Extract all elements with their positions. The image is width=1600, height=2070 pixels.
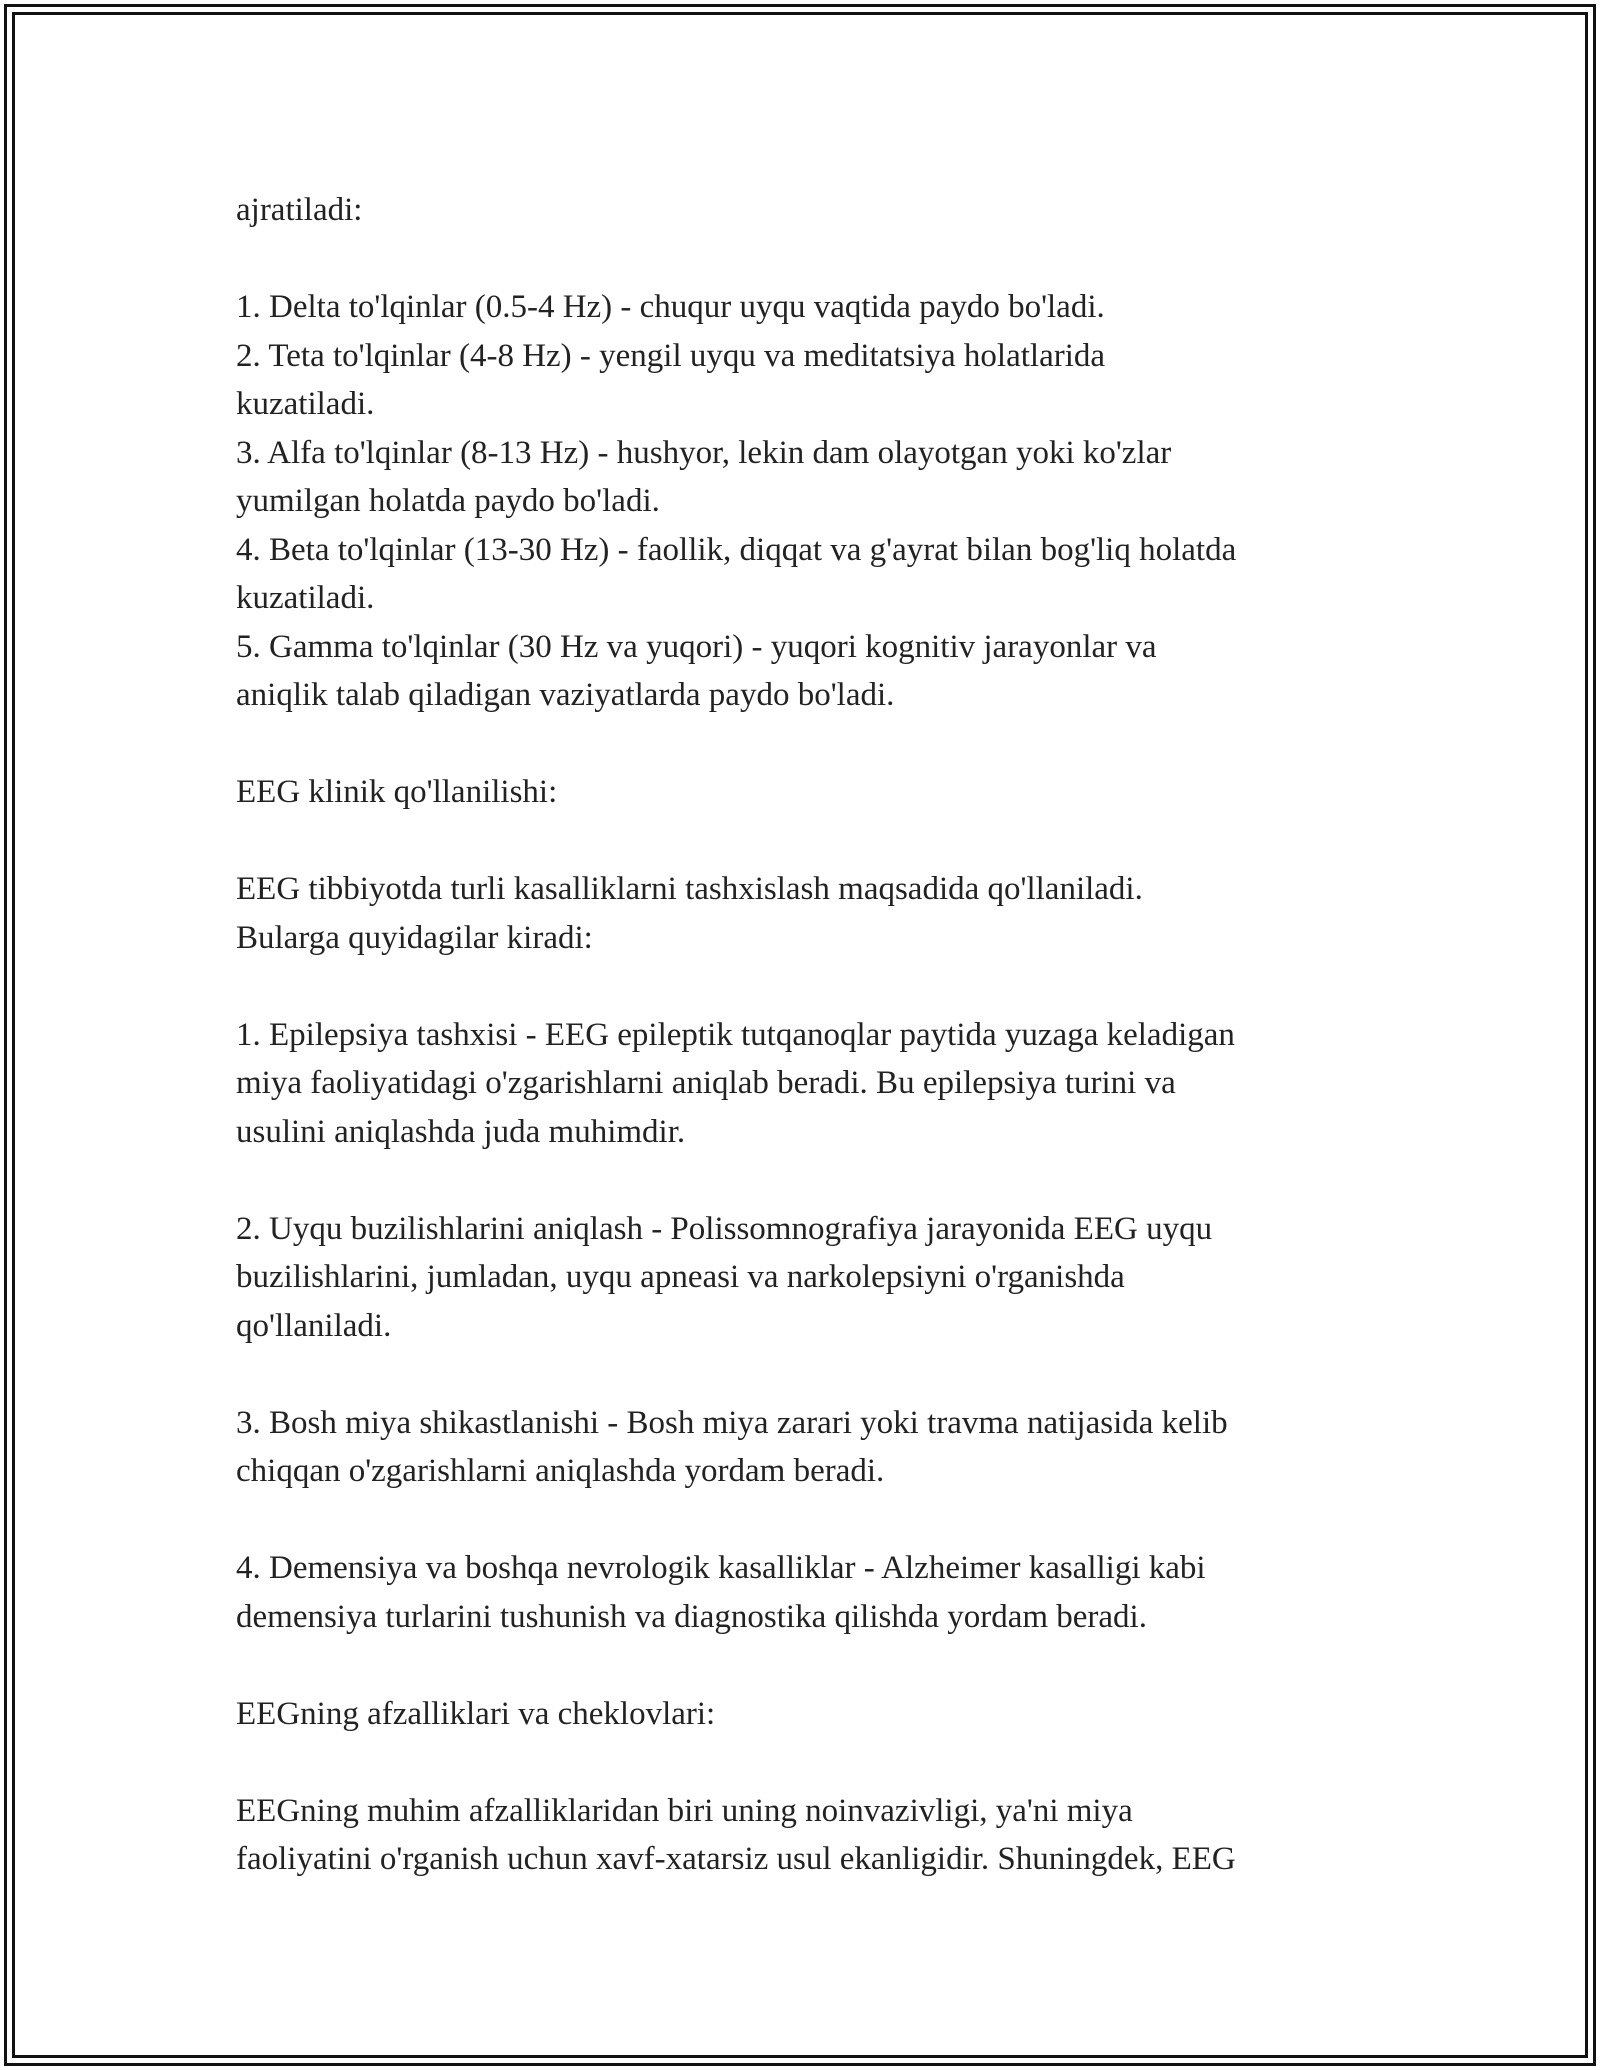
text-line: aniqlik talab qiladigan vaziyatlarda paydo bo'ladi. [236, 677, 895, 713]
text-line: EEGning afzalliklari va cheklovlari: [236, 1695, 716, 1732]
text-line: 5. Gamma to'lqinlar (30 Hz va yuqori) - yuqori kognitiv jarayonlar va [236, 628, 1157, 665]
text-line: EEG tibbiyotda turli kasalliklarni tashxislash maqsadida qo'llaniladi. [236, 871, 1143, 907]
blank-line [236, 1496, 1366, 1545]
text-line: qo'llaniladi. [236, 1307, 392, 1344]
text-line: 1. Epilepsiya tashxisi - EEG epileptik tutqanoqlar paytida yuzaga keladigan [236, 1016, 1235, 1053]
text-line: 2. Uyqu buzilishlarini aniqlash - Polissomnografiya jarayonida EEG uyqu [236, 1210, 1213, 1247]
text-line: kuzatiladi. [236, 386, 375, 422]
text-line: EEG klinik qo'llanilishi: [236, 774, 558, 810]
text-line: faoliyatini o'rganish uchun xavf-xatarsiz usul ekanligidir. Shuningdek, EEG [236, 1841, 1236, 1877]
text-line: yumilgan holatda paydo bo'ladi. [236, 483, 660, 519]
blank-line [236, 1738, 1366, 1787]
text-line: kuzatiladi. [236, 580, 375, 616]
blank-line [236, 235, 1366, 284]
text-line: 2. Teta to'lqinlar (4-8 Hz) - yengil uyqu va meditatsiya holatlarida [236, 337, 1106, 374]
text-line: 3. Alfa to'lqinlar (8-13 Hz) - hushyor, lekin dam olayotgan yoki ko'zlar [236, 434, 1172, 471]
text-line: usulini aniqlashda juda muhimdir. [236, 1113, 686, 1150]
text-line: 4. Beta to'lqinlar (13-30 Hz) - faollik, diqqat va g'ayrat bilan bog'liq holatda [236, 531, 1237, 568]
text-line: 1. Delta to'lqinlar (0.5-4 Hz) - chuqur uyqu vaqtida paydo bo'ladi. [236, 289, 1105, 325]
text-line: ajratiladi: [236, 192, 363, 228]
text-line: chiqqan o'zgarishlarni aniqlashda yordam beradi. [236, 1453, 885, 1489]
blank-line [236, 1641, 1366, 1690]
blank-line [236, 962, 1366, 1011]
text-line: 3. Bosh miya shikastlanishi - Bosh miya zarari yoki travma natijasida kelib [236, 1404, 1228, 1441]
text-line: demensiya turlarini tushunish va diagnostika qilishda yordam beradi. [236, 1598, 1147, 1635]
text-line: 4. Demensiya va boshqa nevrologik kasalliklar - Alzheimer kasalligi kabi [236, 1550, 1206, 1586]
text-line: Bularga quyidagilar kiradi: [236, 919, 593, 956]
blank-line [236, 817, 1366, 866]
text-line: buzilishlarini, jumladan, uyqu apneasi va narkolepsiyni o'rganishda [236, 1259, 1125, 1295]
document-body [236, 186, 1366, 1884]
text-line: miya faoliyatidagi o'zgarishlarni aniqlab beradi. Bu epilepsiya turini va [236, 1065, 1176, 1101]
blank-line [236, 720, 1366, 769]
blank-line [236, 1156, 1366, 1205]
text-line: EEGning muhim afzalliklaridan biri uning noinvazivligi, ya'ni miya [236, 1792, 1133, 1829]
blank-line [236, 1350, 1366, 1399]
